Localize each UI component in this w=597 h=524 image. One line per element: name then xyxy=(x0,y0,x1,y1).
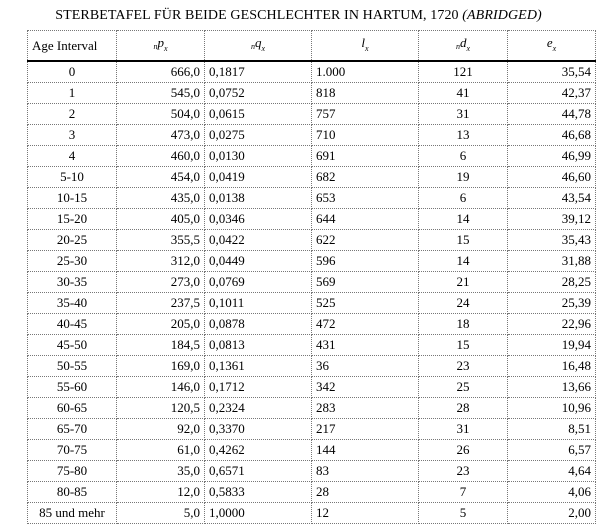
age-interval-cell: 1 xyxy=(28,83,117,104)
table-row xyxy=(28,482,596,503)
lx-cell: 431 xyxy=(312,335,419,356)
table-row xyxy=(28,314,596,335)
ndx-cell: 23 xyxy=(419,461,508,482)
lx-cell: 144 xyxy=(312,440,419,461)
age-interval-cell: 0 xyxy=(28,61,117,83)
table-row xyxy=(28,230,596,251)
header-npx-prefix: n xyxy=(153,42,158,51)
ndx-cell: 13 xyxy=(419,125,508,146)
lx-cell: 36 xyxy=(312,356,419,377)
age-interval-cell: 2 xyxy=(28,104,117,125)
table-row xyxy=(28,167,596,188)
nqx-cell: 0,2324 xyxy=(205,398,312,419)
table-body xyxy=(28,61,596,524)
npx-cell: 355,5 xyxy=(117,230,205,251)
lx-cell: 653 xyxy=(312,188,419,209)
age-interval-cell: 60-65 xyxy=(28,398,117,419)
age-interval-cell: 65-70 xyxy=(28,419,117,440)
ex-cell: 19,94 xyxy=(508,335,596,356)
ex-cell: 6,57 xyxy=(508,440,596,461)
nqx-cell: 0,0130 xyxy=(205,146,312,167)
ex-cell: 25,39 xyxy=(508,293,596,314)
header-lx-sub: x xyxy=(365,44,369,53)
ndx-cell: 21 xyxy=(419,272,508,293)
ndx-cell: 31 xyxy=(419,419,508,440)
header-npx-sub: x xyxy=(163,44,168,53)
table-row xyxy=(28,398,596,419)
age-interval-cell: 55-60 xyxy=(28,377,117,398)
ex-cell: 8,51 xyxy=(508,419,596,440)
header-ndx xyxy=(419,31,508,62)
nqx-cell: 1,0000 xyxy=(205,503,312,524)
npx-cell: 169,0 xyxy=(117,356,205,377)
npx-cell: 454,0 xyxy=(117,167,205,188)
lx-cell: 1.000 xyxy=(312,61,419,83)
age-interval-cell: 40-45 xyxy=(28,314,117,335)
table-row xyxy=(28,377,596,398)
nqx-cell: 0,0422 xyxy=(205,230,312,251)
age-interval-cell: 50-55 xyxy=(28,356,117,377)
ex-cell: 46,60 xyxy=(508,167,596,188)
ndx-cell: 31 xyxy=(419,104,508,125)
age-interval-cell: 10-15 xyxy=(28,188,117,209)
lx-cell: 342 xyxy=(312,377,419,398)
table-title xyxy=(0,8,597,24)
age-interval-cell: 3 xyxy=(28,125,117,146)
nqx-cell: 0,0275 xyxy=(205,125,312,146)
ndx-cell: 41 xyxy=(419,83,508,104)
npx-cell: 273,0 xyxy=(117,272,205,293)
ndx-cell: 7 xyxy=(419,482,508,503)
nqx-cell: 0,0769 xyxy=(205,272,312,293)
age-interval-cell: 30-35 xyxy=(28,272,117,293)
table-row xyxy=(28,83,596,104)
ex-cell: 44,78 xyxy=(508,104,596,125)
ndx-cell: 25 xyxy=(419,377,508,398)
header-lx xyxy=(312,31,419,62)
npx-cell: 237,5 xyxy=(117,293,205,314)
lx-cell: 28 xyxy=(312,482,419,503)
ex-cell: 16,48 xyxy=(508,356,596,377)
age-interval-cell: 45-50 xyxy=(28,335,117,356)
ndx-cell: 14 xyxy=(419,251,508,272)
npx-cell: 666,0 xyxy=(117,61,205,83)
nqx-cell: 0,6571 xyxy=(205,461,312,482)
table-row xyxy=(28,188,596,209)
nqx-cell: 0,4262 xyxy=(205,440,312,461)
lx-cell: 710 xyxy=(312,125,419,146)
ndx-cell: 24 xyxy=(419,293,508,314)
nqx-cell: 0,1712 xyxy=(205,377,312,398)
npx-cell: 312,0 xyxy=(117,251,205,272)
header-row xyxy=(28,31,596,62)
nqx-cell: 0,0752 xyxy=(205,83,312,104)
npx-cell: 5,0 xyxy=(117,503,205,524)
ndx-cell: 28 xyxy=(419,398,508,419)
header-ndx-symbol: d xyxy=(459,35,467,50)
ex-cell: 42,37 xyxy=(508,83,596,104)
lx-cell: 682 xyxy=(312,167,419,188)
npx-cell: 35,0 xyxy=(117,461,205,482)
nqx-cell: 0,0138 xyxy=(205,188,312,209)
ex-cell: 13,66 xyxy=(508,377,596,398)
ndx-cell: 6 xyxy=(419,146,508,167)
ndx-cell: 26 xyxy=(419,440,508,461)
npx-cell: 120,5 xyxy=(117,398,205,419)
nqx-cell: 0,0346 xyxy=(205,209,312,230)
header-nqx-symbol: q xyxy=(254,35,262,50)
age-interval-cell: 15-20 xyxy=(28,209,117,230)
ndx-cell: 121 xyxy=(419,61,508,83)
npx-cell: 473,0 xyxy=(117,125,205,146)
nqx-cell: 0,1361 xyxy=(205,356,312,377)
ndx-cell: 14 xyxy=(419,209,508,230)
lx-cell: 217 xyxy=(312,419,419,440)
ndx-cell: 6 xyxy=(419,188,508,209)
table-row xyxy=(28,104,596,125)
header-nqx-sub: x xyxy=(261,44,266,53)
nqx-cell: 0,5833 xyxy=(205,482,312,503)
table-row xyxy=(28,461,596,482)
table-row xyxy=(28,272,596,293)
table-row xyxy=(28,125,596,146)
nqx-cell: 0,1011 xyxy=(205,293,312,314)
age-interval-cell: 4 xyxy=(28,146,117,167)
ndx-cell: 23 xyxy=(419,356,508,377)
npx-cell: 205,0 xyxy=(117,314,205,335)
npx-cell: 504,0 xyxy=(117,104,205,125)
ndx-cell: 15 xyxy=(419,230,508,251)
ex-cell: 22,96 xyxy=(508,314,596,335)
ex-cell: 28,25 xyxy=(508,272,596,293)
age-interval-cell: 75-80 xyxy=(28,461,117,482)
ndx-cell: 18 xyxy=(419,314,508,335)
ex-cell: 2,00 xyxy=(508,503,596,524)
lx-cell: 691 xyxy=(312,146,419,167)
age-interval-cell: 25-30 xyxy=(28,251,117,272)
table-row xyxy=(28,440,596,461)
nqx-cell: 0,0615 xyxy=(205,104,312,125)
table-row xyxy=(28,209,596,230)
table-title-note: (ABRIDGED) xyxy=(462,8,542,23)
header-ex-symbol: e xyxy=(546,35,553,50)
header-nqx xyxy=(205,31,312,62)
lx-cell: 596 xyxy=(312,251,419,272)
npx-cell: 184,5 xyxy=(117,335,205,356)
nqx-cell: 0,0419 xyxy=(205,167,312,188)
table-row xyxy=(28,251,596,272)
ndx-cell: 5 xyxy=(419,503,508,524)
lx-cell: 622 xyxy=(312,230,419,251)
lx-cell: 472 xyxy=(312,314,419,335)
header-lx-symbol: l xyxy=(361,35,366,50)
table-row xyxy=(28,293,596,314)
ex-cell: 10,96 xyxy=(508,398,596,419)
header-ndx-prefix: n xyxy=(455,42,460,51)
npx-cell: 92,0 xyxy=(117,419,205,440)
age-interval-cell: 80-85 xyxy=(28,482,117,503)
header-ndx-sub: x xyxy=(466,44,471,53)
table-row xyxy=(28,503,596,524)
npx-cell: 405,0 xyxy=(117,209,205,230)
table-title-main: STERBETAFEL FÜR BEIDE GESCHLECHTER IN HARTUM, 1720 xyxy=(55,8,459,23)
header-age-interval-label: Age Interval xyxy=(32,38,98,53)
age-interval-cell: 70-75 xyxy=(28,440,117,461)
lx-cell: 12 xyxy=(312,503,419,524)
table-row xyxy=(28,61,596,83)
lx-cell: 818 xyxy=(312,83,419,104)
header-age-interval xyxy=(28,31,117,62)
header-ex xyxy=(508,31,596,62)
age-interval-cell: 35-40 xyxy=(28,293,117,314)
lx-cell: 283 xyxy=(312,398,419,419)
header-ex-sub: x xyxy=(552,44,557,53)
nqx-cell: 0,1817 xyxy=(205,61,312,83)
ex-cell: 4,64 xyxy=(508,461,596,482)
npx-cell: 146,0 xyxy=(117,377,205,398)
nqx-cell: 0,0813 xyxy=(205,335,312,356)
nqx-cell: 0,0449 xyxy=(205,251,312,272)
table-row xyxy=(28,419,596,440)
age-interval-cell: 20-25 xyxy=(28,230,117,251)
npx-cell: 460,0 xyxy=(117,146,205,167)
header-npx xyxy=(117,31,205,62)
header-npx-symbol: p xyxy=(157,35,164,50)
table-row xyxy=(28,356,596,377)
ex-cell: 35,54 xyxy=(508,61,596,83)
life-table xyxy=(27,30,596,524)
lx-cell: 525 xyxy=(312,293,419,314)
npx-cell: 435,0 xyxy=(117,188,205,209)
nqx-cell: 0,0878 xyxy=(205,314,312,335)
ex-cell: 39,12 xyxy=(508,209,596,230)
table-row xyxy=(28,335,596,356)
ndx-cell: 19 xyxy=(419,167,508,188)
lx-cell: 644 xyxy=(312,209,419,230)
ndx-cell: 15 xyxy=(419,335,508,356)
lx-cell: 569 xyxy=(312,272,419,293)
npx-cell: 12,0 xyxy=(117,482,205,503)
lx-cell: 83 xyxy=(312,461,419,482)
ex-cell: 43,54 xyxy=(508,188,596,209)
ex-cell: 4,06 xyxy=(508,482,596,503)
ex-cell: 31,88 xyxy=(508,251,596,272)
header-nqx-prefix: n xyxy=(250,42,255,51)
nqx-cell: 0,3370 xyxy=(205,419,312,440)
ex-cell: 46,68 xyxy=(508,125,596,146)
ex-cell: 46,99 xyxy=(508,146,596,167)
age-interval-cell: 5-10 xyxy=(28,167,117,188)
table-row xyxy=(28,146,596,167)
age-interval-cell: 85 und mehr xyxy=(28,503,117,524)
npx-cell: 61,0 xyxy=(117,440,205,461)
npx-cell: 545,0 xyxy=(117,83,205,104)
lx-cell: 757 xyxy=(312,104,419,125)
ex-cell: 35,43 xyxy=(508,230,596,251)
